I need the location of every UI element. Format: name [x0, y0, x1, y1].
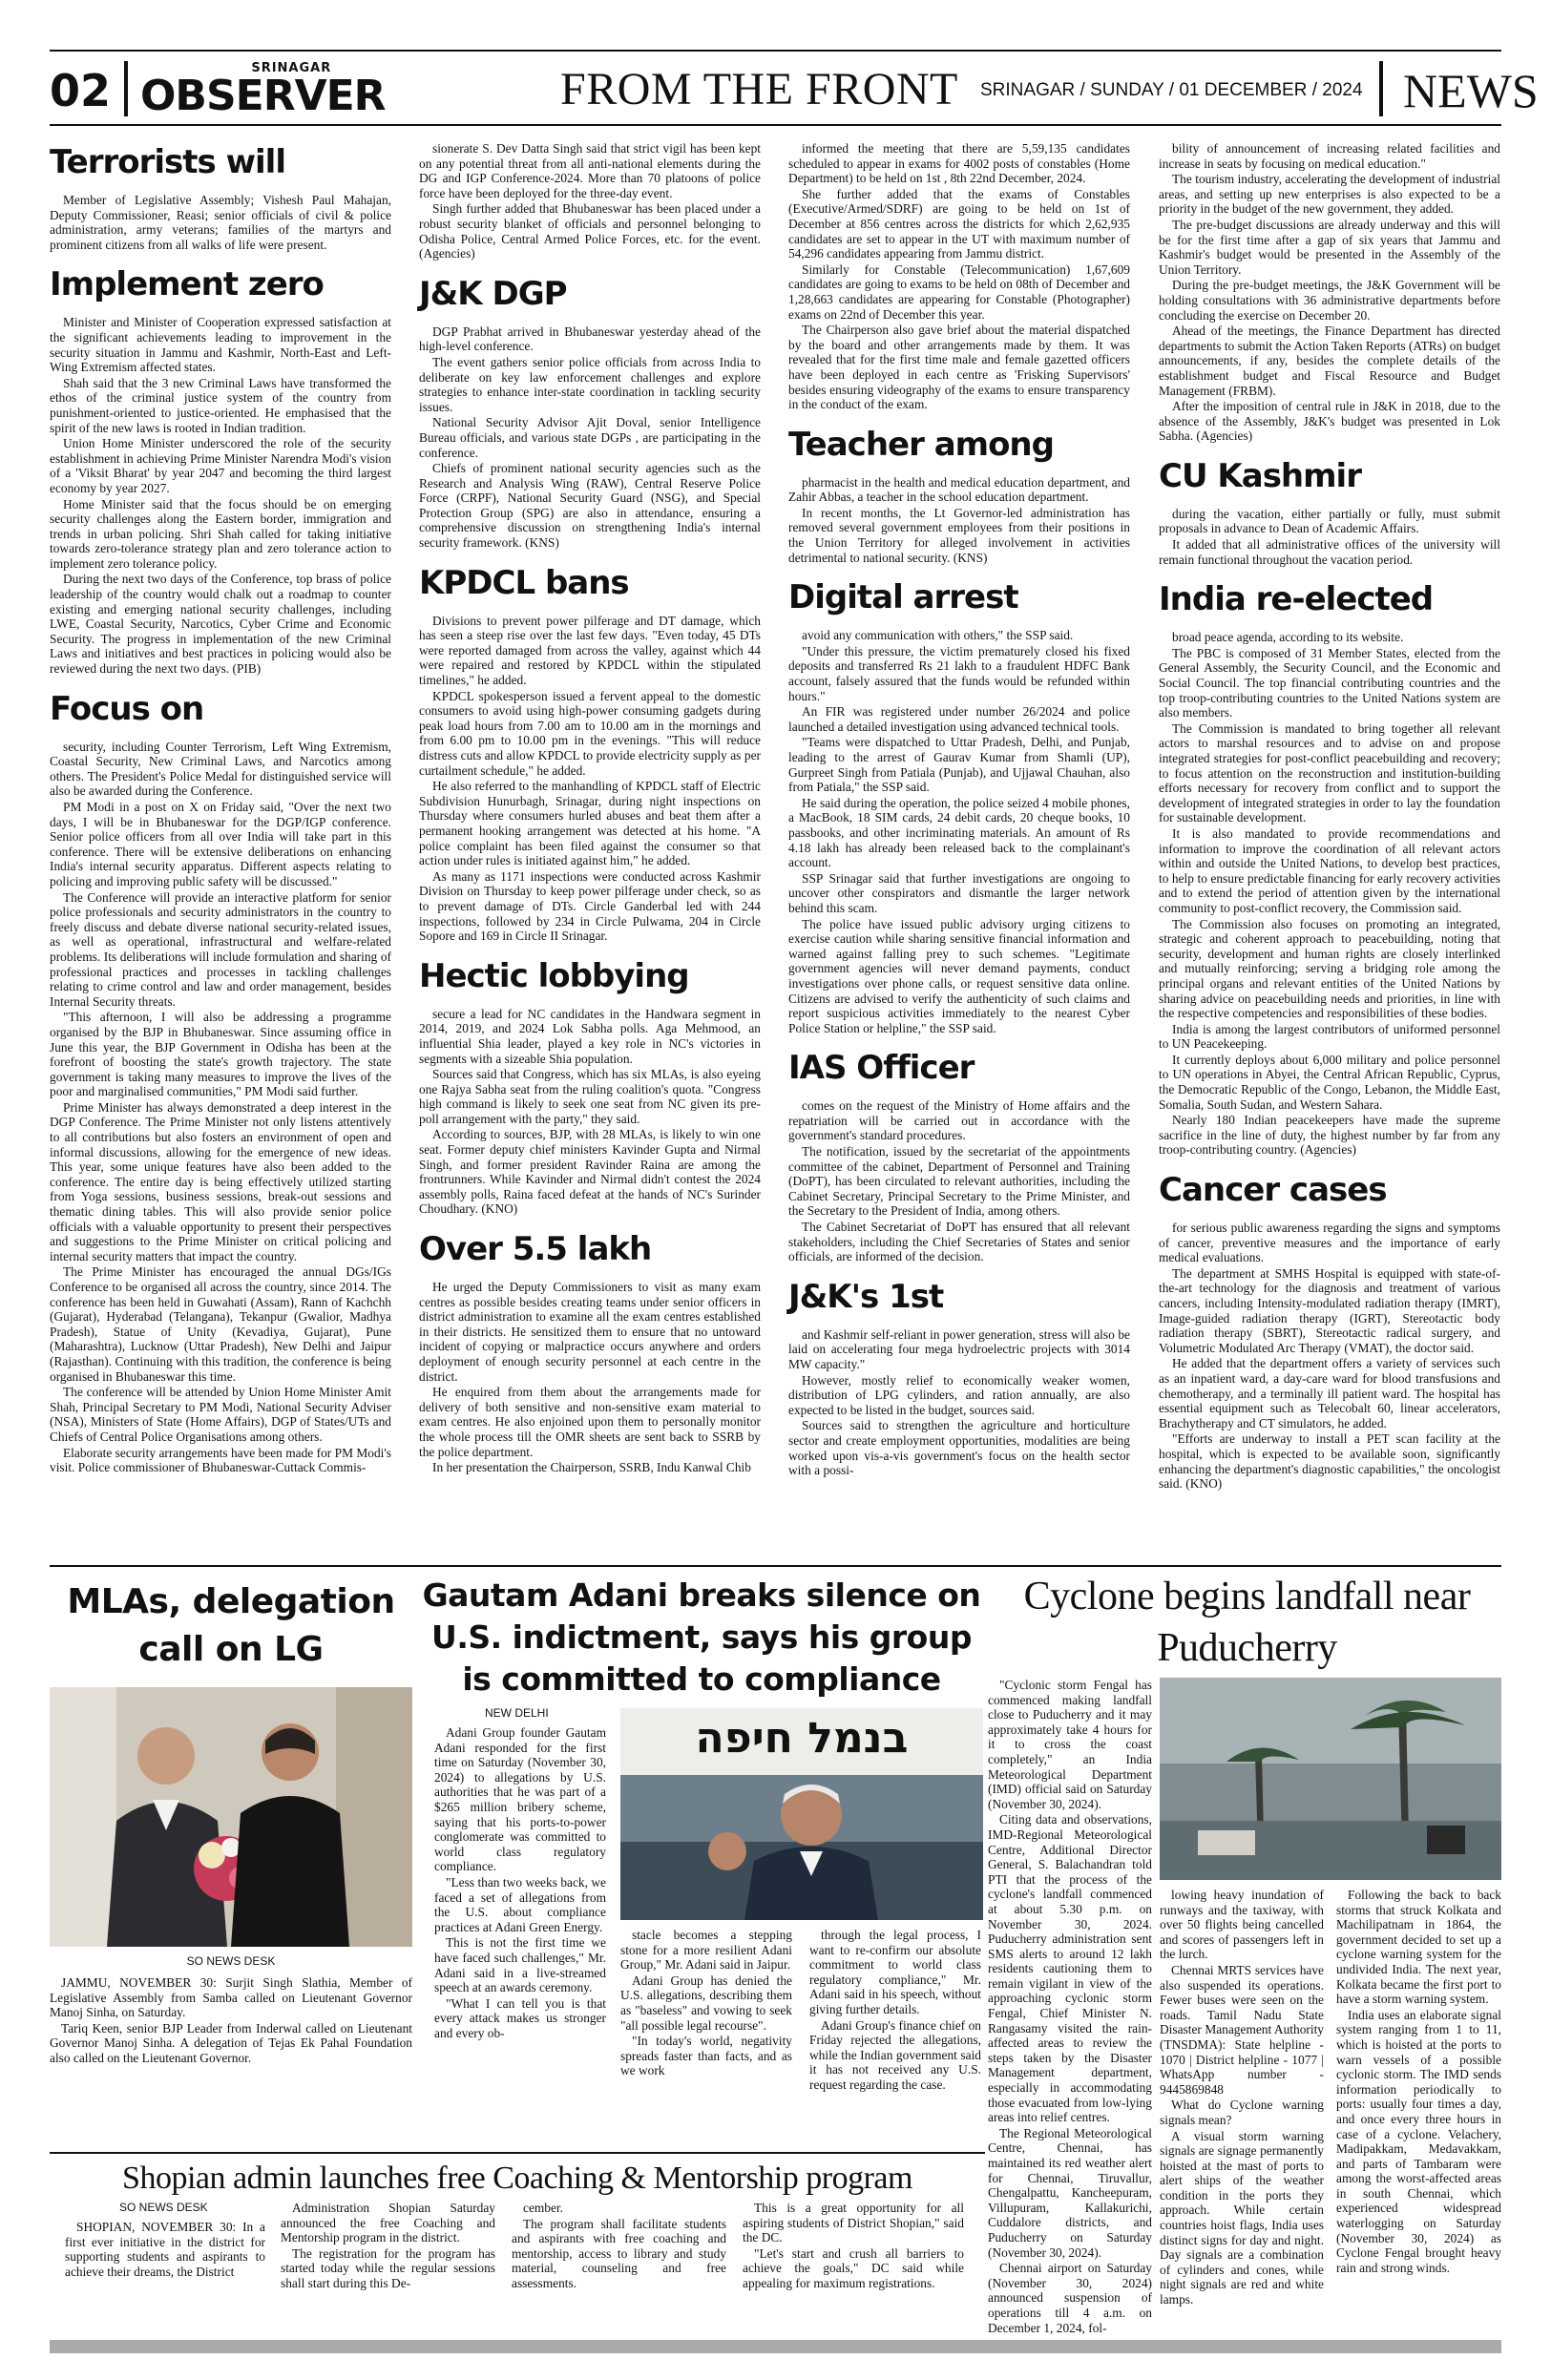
- article-paragraph: Chennai airport on Saturday (November 30, 2024) announced suspension of operations till 4 a.m. on December 1, 2024, fol-: [988, 2261, 1152, 2335]
- shopian-divider: [50, 2152, 985, 2154]
- article-paragraph: stacle becomes a stepping stone for a more resilient Adani Group," Mr. Adani said in Jaipur.: [620, 1928, 792, 1973]
- lg-body: [50, 1975, 412, 2138]
- article-paragraph: The conference will be attended by Union Home Minister Amit Shah, Principal Secretary to PM Modi, National Security Adviser (NSA), Ministers of State (Home Affairs), DGP of States/UTs and Chiefs of Central Police Organisations among others.: [50, 1385, 391, 1444]
- article-paragraph: The PBC is composed of 31 Member States, elected from the General Assembly, the Security Council, and the Economic and Social Council. The top financial contributing countries and the top troop-contributing countries to the United Nations system are also members.: [1159, 645, 1500, 720]
- article-paragraph: He also referred to the manhandling of KPDCL staff of Electric Subdivision Hunurbagh, Srinagar, during night inspections on Thursday where consumers hurled abuses and beat them after a permanent hooking arrangement was detected at his home. "A police complaint has been filed against the consumer so that action under rules is initiated against him," he added.: [419, 779, 761, 868]
- article-paragraph: Prime Minister has always demonstrated a deep interest in the DGP Conference. The Prime Minister not only listens attentively to all contributions but also fosters an environment of open and informal discussions, allowing for the emergence of new ideas. This year, some unique features have also been added to the conference. The entire day is being effectively utilized starting from Yoga sessions, business sessions, break-out sessions and thematic dining tables. This will also provide senior police officials with a valuable opportunity to present their perspectives and suggestions to the Prime Minister on critical policing and internal security matters that impact the country.: [50, 1099, 391, 1263]
- shopian-column-1: [65, 2220, 265, 2325]
- article-paragraph: Chiefs of prominent national security agencies such as the Research and Analysis Wing (RAW), Central Reserve Police Force (CRPF), National Security Guard (NSG), and Special Protection Group (SPG) are also in attendance, ensuring a comprehensive discussion on strengthening India's internal security framework. (KNS): [419, 461, 761, 551]
- article-paragraph: lowing heavy inundation of runways and the taxiway, with over 50 flights being cancelled and scores of passengers left in the lurch.: [1160, 1888, 1324, 1962]
- cyclone-column-2: [1160, 1888, 1324, 2327]
- article-paragraph: "Cyclonic storm Fengal has commenced making landfall close to Puducherry and it may approximately take 4 hours for it to cross the coast completely," an India Meteorological Department (IMD) official said on Saturday (November 30, 2024).: [988, 1678, 1152, 1811]
- article-paragraph: The Prime Minister has encouraged the annual DGs/IGs Conference to be organised all across the country, since 2014. The conference has been held in Guwahati (Assam), Rann of Kachchh (Gujarat), Hyderabad (Telangana), Tekanpur (Gwalior, Madhya Pradesh), Statue of Unity (Kevadiya, Gujarat), Pune (Maharashtra), Lucknow (Uttar Pradesh), New Delhi and Jaipur (Rajasthan). Continuing with this tradition, the conference is being organised in Bhubaneswar this time.: [50, 1264, 391, 1384]
- article-paragraph: Administration Shopian Saturday announced the free Coaching and Mentorship program in the district.: [281, 2201, 495, 2245]
- article-paragraph: A visual storm warning signals are signage permanently hoisted at the mast of ports to alert ships of the weather condition in the ports they approach. While certain countries hoist flags, India uses distinct signs for day and night. Day signals are a combination of cylinders and cones, while night signals are red and white lamps.: [1160, 2128, 1324, 2307]
- article-paragraph: comes on the request of the Ministry of Home affairs and the repatriation will be carried out in accordance with the government's standard procedures.: [788, 1098, 1130, 1143]
- article-paragraph: Citing data and observations, IMD-Regional Meteorological Centre, Additional Director General, S. Balachandran told PTI that the process of the cyclone's landfall commenced at about 5.30 p.m. on November 30, 2024. Puducherry administration sent SMS alerts to around 12 lakh residents cautioning them to remain vigilant in view of the approaching cyclonic storm Fengal, Chief Minister N. Rangasamy visited the rain-affected areas to review the steps taken by the Disaster Management department, especially in accommodating those evacuated from low-lying areas into relief centres.: [988, 1812, 1152, 2125]
- article-paragraph: secure a lead for NC candidates in the Handwara segment in 2014, 2019, and 2024 Lok Sabha polls. Aga Mehmood, an influential Shia leader, played a key role in NC's victories in segments with a sizeable Shia population.: [419, 1006, 761, 1066]
- article-paragraph: She further added that the exams of Constables (Executive/Armed/SDRF) are going to be held on 1st of December at 856 centres across the districts for which 2,62,935 candidates are set to appear in the UT with maximum number of 54,296 candidates appearing from Jammu district.: [788, 186, 1130, 261]
- article-headline: Digital arrest: [788, 578, 1018, 617]
- adani-photo-sign: בנמל חיפה: [695, 1714, 909, 1763]
- article-paragraph: The Commission also focuses on promoting an integrated, strategic and coherent approach to peacebuilding, noting that security, development and human rights are closely interlinked and mutually reinforcing; serving a bridging role among the principal organs and relevant entities of the United Nations by sharing advice on peacebuilding needs and priorities, in line with the respective competencies and responsibilities of these bodies.: [1159, 916, 1500, 1021]
- article-paragraph: Elaborate security arrangements have been made for PM Modi's visit. Police commissioner of Bhubaneswar-Cuttack Commis-: [50, 1445, 391, 1475]
- shopian-column-2: [281, 2201, 495, 2325]
- adani-column-3: [809, 1928, 981, 2138]
- article-paragraph: However, mostly relief to economically weaker women, distribution of LPG cylinders, and ration annually, are also expected to be listed in the budget, sources said.: [788, 1372, 1130, 1417]
- article-paragraph: SHOPIAN, NOVEMBER 30: In a first ever initiative in the district for supporting students and aspirants to achieve their dreams, the District: [65, 2220, 265, 2279]
- article-paragraph: After the imposition of central rule in J&K in 2018, due to the absence of the Assembly, J&K's budget was presented in Lok Sabha. (Agencies): [1159, 399, 1500, 444]
- article-paragraph: Minister and Minister of Cooperation expressed satisfaction at the significant achievements leading to improvement in the security situation in Jammu and Kashmir, North-East and Left-Wing Extremism affected states.: [50, 315, 391, 375]
- cyclone-photo: [1160, 1678, 1501, 1880]
- article-headline: J&K's 1st: [788, 1277, 944, 1316]
- article-paragraph: "Under this pressure, the victim prematurely closed his fixed deposits and transferred Rs 21 lakh to a fraudulent HDFC Bank account, falsely assured that the funds would be refunded within hours.": [788, 643, 1130, 703]
- article-paragraph: The Chairperson also gave brief about the material dispatched by the board and other arrangements made by them. It was revealed that for the first time male and female gazetted officers have been deployed in each centre as 'Frisking Supervisors' besides ensuring videography of the exams to ensure transparency in the conduct of the exam.: [788, 323, 1130, 412]
- footer-bar: [50, 2340, 1501, 2353]
- article-paragraph: According to sources, BJP, with 28 MLAs, is likely to win one seat. Former deputy chief ministers Kavinder Gupta and Nirmal Singh, and former president Ravinder Raina are among the frontrunners. While Kavinder and Nirmal didn't contest the 2024 assembly polls, Raina faced defeat at the hands of NC's Surinder Choudhary. (KNO): [419, 1127, 761, 1217]
- article-paragraph: In recent months, the Lt Governor-led administration has removed several government employees from their positions in the Union Territory for alleged involvement in activities detrimental to national security. (KNS): [788, 505, 1130, 565]
- article-paragraph: Sources said to strengthen the agriculture and horticulture sector and create employment opportunities, modalities are being worked upon vis-a-vis government's focus on the health sector with a possi-: [788, 1418, 1130, 1478]
- article-headline: IAS Officer: [788, 1049, 975, 1088]
- article-paragraph: broad peace agenda, according to its website.: [1172, 630, 1404, 645]
- article-paragraph: security, including Counter Terrorism, Left Wing Extremism, Coastal Security, New Criminal Laws, and Narcotics among others. The President's Police Medal for distinguished service will also be awarded during the Conference.: [50, 739, 391, 799]
- article-paragraph: Singh further added that Bhubaneswar has been placed under a robust security blanket of officials and personnel belonging to Odisha Police, Central Armed Police Forces, etc. for the event. (Agencies): [419, 201, 761, 261]
- adani-photo: [620, 1708, 983, 1920]
- article-paragraph: Similarly for Constable (Telecommunication) 1,67,609 candidates are going to exams to be held on 08th of December and 1,28,663 candidates are appearing for Constable (Photographer) exams on 22nd of December this year.: [788, 261, 1130, 322]
- adani-column-2: [620, 1928, 792, 2138]
- article-paragraph: SSP Srinagar said that further investigations are ongoing to uncover other conspirators and dismantle the larger network behind this scam.: [788, 870, 1130, 915]
- article-paragraph: He urged the Deputy Commissioners to visit as many exam centres as possible besides creating teams under senior officers in district administration to examine all the exam centres established in their districts. He sensitized them to ensure that no untoward incident of copying or malpractice occurs anywhere and orders deployment of enough security personnel at each centre in the district.: [419, 1280, 761, 1384]
- article-paragraph: sionerate S. Dev Datta Singh said that strict vigil has been kept on any potential threat from all anti-national elements during the DG and IGP Conference-2024. More than 70 platoons of police force have been deployed for the three-day event.: [419, 141, 761, 200]
- article-paragraph: Ahead of the meetings, the Finance Department has directed departments to submit the Action Taken Reports (ATRs) on budget announcements, if any, besides the complete details of the establishment budget and Fiscal Resource and Budget Management (FRBM).: [1159, 324, 1500, 398]
- article-paragraph: This is a great opportunity for all aspiring students of District Shopian," said the DC.: [743, 2201, 964, 2245]
- lg-photo: [50, 1687, 412, 1947]
- article-paragraph: KPDCL spokesperson issued a fervent appeal to the domestic consumers to avoid using high-power consuming gadgets during peak load hours from 7.00 am to 10.00 am in the mornings and from 6.00 pm to 10.00 pm in the evenings. "This will reduce distress cuts and allow KPDCL to provide electricity supply as per curtailment schedule," he added.: [419, 688, 761, 778]
- article-paragraph: India uses an elaborate signal system ranging from 1 to 11, which is hoisted at the ports to warn vessels of a possible cyclonic storm. The IMD sends information periodically to ports: usually four times a day, and once every three hours in case of a cyclone. Velachery, Madipakkam, Medavakkam, and parts of Tambaram were among the worst-affected areas in south Chennai, which experienced widespread waterlogging on Saturday (November 30, 2024) as Cyclone Fengal brought heavy rain and strong winds.: [1336, 2007, 1501, 2275]
- article-paragraph: cember.: [523, 2201, 564, 2215]
- article-paragraph: It added that all administrative offices of the university will remain functional throughout the vacation period.: [1159, 537, 1500, 567]
- article-paragraph: National Security Advisor Ajit Doval, senior Intelligence Bureau officials, and various state DGPs , are participating in the conference.: [419, 415, 761, 460]
- page-number: 02: [50, 65, 112, 116]
- cyclone-headline: Cyclone begins landfall near Puducherry: [1023, 1575, 1471, 1670]
- article-paragraph: "Teams were dispatched to Uttar Pradesh, Delhi, and Punjab, leading to the arrest of Gaurav Kumar from Shamli (UP), Gurpreet Singh from Patiala (Punjab), and Ujjawal Chauhan, also from Patiala," the SSP said.: [788, 735, 1130, 795]
- column-3: [788, 141, 1130, 1558]
- column-4: [1159, 141, 1500, 1558]
- article-paragraph: The Cabinet Secretariat of DoPT has ensured that all relevant stakeholders, including the Chief Secretaries of States and senior officials, are informed of the decision.: [788, 1220, 1130, 1264]
- article-headline: India re-elected: [1159, 580, 1434, 619]
- article-paragraph: The event gathers senior police officials from across India to deliberate on key law enforcement challenges and explore strategies to enhance inter-state coordination in tackling security issues.: [419, 354, 761, 414]
- article-paragraph: He added that the department offers a variety of services such as an inpatient ward, a day-care ward for blood transfusions and chemotherapy, and a terminally ill patient ward. The hospital has essential equipment such as Telecobalt 60, linear accelerators, Brachytherapy and CT simulators, he added.: [1159, 1356, 1500, 1430]
- article-headline: Cancer cases: [1159, 1171, 1387, 1210]
- article-paragraph: Following the back to back storms that struck Kolkata and Machilipatnam in 1864, the government decided to set up a cyclone warning system for the undivided India. The next year, Kolkata became the first port to have a storm warning system.: [1336, 1888, 1501, 2007]
- article-paragraph: During the pre-budget meetings, the J&K Government will be holding consultations with 36 administrative departments before concluding the exercise on December 20.: [1159, 278, 1500, 323]
- article-paragraph: The Regional Meteorological Centre, Chennai, has maintained its red weather alert for Chennai, Tiruvallur, Chengalpattu, Kancheepuram, Villupuram, Kallakurichi, Cuddalore districts, and Puducherry on Saturday (November 30, 2024).: [988, 2125, 1152, 2260]
- lg-caption: SO NEWS DESK: [186, 1954, 276, 1968]
- article-paragraph: The program shall facilitate students and aspirants with free coaching and mentorship, access to library and study material, counseling and free assessments.: [512, 2216, 726, 2290]
- lg-photo-illustration: [50, 1687, 412, 1947]
- article-paragraph: bility of announcement of increasing related facilities and increase in seats by focusing on medical education.": [1159, 141, 1500, 171]
- article-paragraph: Nearly 180 Indian peacekeepers have made the supreme sacrifice in the line of duty, the highest number by far from any troop-contributing country. (Agencies): [1159, 1113, 1500, 1158]
- brand-main: OBSERVER: [140, 72, 386, 120]
- article-paragraph: Member of Legislative Assembly; Vishesh Paul Mahajan, Deputy Commissioner, Reasi; senior officials of civil & police administration, army veterans; families of the martyrs and prominent citizens from all walks of life were present.: [50, 193, 391, 252]
- article-paragraph: The department at SMHS Hospital is equipped with state-of-the-art technology for the diagnosis and treatment of various cancers, including Intensity-modulated radiation therapy (IMRT), Image-guided radiation therapy (IGRT), Stereotactic body radiation therapy (SBRT), Stereotactic radical surgery, and Volumetric Modulated Arc Therapy (VMAT), the doctor said.: [1159, 1265, 1500, 1355]
- masthead-divider-right: [1379, 61, 1383, 116]
- article-paragraph: India is among the largest contributors of uniformed personnel to UN Peacekeeping.: [1159, 1021, 1500, 1052]
- section-right: NEWS: [1403, 64, 1539, 117]
- article-paragraph: during the vacation, either partially or fully, must submit proposals in advance to Dean of Academic Affairs.: [1159, 506, 1500, 536]
- article-paragraph: Sources said that Congress, which has six MLAs, is also eyeing one Rajya Sabha seat from the ruling coalition's quota. "Congress high command is likely to seek one seat from NC given its pre-poll arrangement with the party," they said.: [419, 1067, 761, 1126]
- article-paragraph: Home Minister said that the focus should be on emerging security challenges along the Eastern border, immigration and trends in urban policing. Shri Shah called for taking initiative towards zero-tolerance strategy plan and zero tolerance action to implement zero tolerance policy.: [50, 496, 391, 571]
- article-paragraph: "This afternoon, I will also be addressing a programme organised by the BJP in Bhubaneswar. Since assuming office in June this year, the BJP Government in Odisha has been at the forefront of boosting the state's growth trajectory. The state government is taking many measures to improve the lives of the poor and marginalised communities," PM Modi said further.: [50, 1010, 391, 1099]
- article-paragraph: "Less than two weeks back, we faced a set of allegations from the U.S. about compliance practices at Adani Green Energy.: [434, 1874, 606, 1934]
- article-paragraph: Adani Group has denied the U.S. allegations, describing them as "baseless" and vowing to seek "all possible legal recourse".: [620, 1973, 792, 2033]
- article-headline: Teacher among: [788, 425, 1054, 464]
- article-headline: CU Kashmir: [1159, 456, 1361, 495]
- article-paragraph: During the next two days of the Conference, top brass of police leadership of the country would chalk out a roadmap to counter existing and emerging national security challenges, including LWE, Coastal Security, Narcotics, Cyber Crime and Economic Security. The progress in implementation of the new Criminal Laws and initiatives and best practices in policing would also be reviewed during the next two days. (PIB): [50, 572, 391, 677]
- article-paragraph: "Efforts are underway to install a PET scan facility at the hospital, which is expected to be available soon, significantly enhancing the department's diagnostic capabilities," the oncologist said. (KNO): [1159, 1431, 1500, 1492]
- article-headline: J&K DGP: [419, 274, 567, 313]
- article-paragraph: pharmacist in the health and medical education department, and Zahir Abbas, a teacher in the school education department.: [788, 474, 1130, 505]
- article-paragraph: Divisions to prevent power pilferage and DT damage, which has seen a steep rise over the last few days. "Even today, 45 DTs were reported damaged from across the valley, against which 44 were repaired and restored by KPDCL within the stipulated timelines," he added.: [419, 613, 761, 688]
- article-headline: Over 5.5 lakh: [419, 1230, 652, 1269]
- shopian-desk: SO NEWS DESK: [119, 2201, 208, 2214]
- article-paragraph: Tariq Keen, senior BJP Leader from Inderwal called on Lieutenant Governor Manoj Sinha. A delegation of Tejas Ek Pahal Foundation also called on the Lieutenant Governor.: [50, 2020, 412, 2065]
- cyclone-photo-illustration: [1160, 1678, 1501, 1880]
- article-paragraph: This is not the first time we have faced such challenges," Mr. Adani said in a live-streamed speech at an awards ceremony.: [434, 1935, 606, 1995]
- article-headline: KPDCL bans: [419, 563, 629, 602]
- lg-headline: MLAs, delegation call on LG: [67, 1582, 395, 1669]
- article-paragraph: An FIR was registered under number 26/2024 and police launched a detailed investigation using advanced technical tools.: [788, 704, 1130, 734]
- article-headline: Focus on: [50, 689, 204, 728]
- brand-top: SRINAGAR: [251, 61, 332, 75]
- article-paragraph: Chennai MRTS services have also suspended its operations. Fewer buses were seen on the roads. Tamil Nadu State Disaster Management Authority (TNSDMA): State helpline - 1070 | District helpline - 1077 | WhatsApp number - 9445869848: [1160, 1962, 1324, 2097]
- article-paragraph: The police have issued public advisory urging citizens to exercise caution while sharing sensitive financial information and warned against falling prey to such schemes. "Legitimate government agencies will never demand payments, conduct investigations over phone calls, or request sensitive data online. Citizens are advised to verify the authenticity of such claims and report suspicious activities immediately to the nearest Cyber Police Station or helpline," the SSP said.: [788, 916, 1130, 1035]
- brand-logo: [140, 61, 386, 120]
- cyclone-column-3: [1336, 1888, 1501, 2327]
- article-paragraph: Adani Group founder Gautam Adani responded for the first time on Saturday (November 30, 2024) to allegations by U.S. authorities that he was part of a $265 million bribery scheme, saying that his ports-to-power conglomerate was committed to world class regulatory compliance.: [434, 1725, 606, 1874]
- article-paragraph: The notification, issued by the secretariat of the appointments committee of the cabinet, Department of Personnel and Training (DoPT), has been circulated to relevant authorities, including the Cabinet Secretary, Principal Secretary to the Prime Minister, and the Secretary to the President of India, among others.: [788, 1144, 1130, 1219]
- article-paragraph: DGP Prabhat arrived in Bhubaneswar yesterday ahead of the high-level conference.: [419, 324, 761, 354]
- article-paragraph: informed the meeting that there are 5,59,135 candidates scheduled to appear in exams for 4002 posts of constables (Home Department) to be held on 1st , 8th 22nd December, 2024.: [788, 141, 1130, 186]
- article-paragraph: The registration for the program has started today while the regular sessions shall start during this De-: [281, 2245, 495, 2290]
- cyclone-column-1: [988, 1678, 1152, 2335]
- article-paragraph: and Kashmir self-reliant in power generation, stress will also be laid on accelerating four mega hydroelectric projects with 3014 MW capacity.": [788, 1326, 1130, 1371]
- article-paragraph: Shah said that the 3 new Criminal Laws have transformed the ethos of the criminal justice system of the country from punishment-oriented to justice-oriented. He emphasised that the spirit of the new laws is rooted in Indian tradition.: [50, 375, 391, 435]
- article-paragraph: The Commission is mandated to bring together all relevant actors to marshal resources and to advise on and propose integrated strategies for post-conflict peacebuilding and recovery; to focus attention on the reconstruction and institution-building efforts necessary for recovery from conflict and to support the development of integrated strategies in order to lay the foundation for sustainable development.: [1159, 720, 1500, 825]
- masthead: [50, 50, 1539, 126]
- article-paragraph: As many as 1171 inspections were conducted across Kashmir Division on Thursday to keep power pilferage under check, so as to prevent damage of DTs. Circle Ganderbal led with 244 inspections, followed by 234 in Circle Pulwama, 204 in Circle Sopore and 169 in Circle II Srinagar.: [419, 868, 761, 944]
- article-paragraph: for serious public awareness regarding the signs and symptoms of cancer, preventive measures and the importance of early medical evaluations.: [1159, 1221, 1500, 1265]
- section-title: FROM THE FRONT: [560, 64, 958, 115]
- section-divider: [50, 1565, 1501, 1567]
- news-columns: [50, 141, 1501, 1558]
- article-paragraph: "What I can tell you is that every attack makes us stronger and every ob-: [434, 1995, 606, 2040]
- article-paragraph: The tourism industry, accelerating the development of industrial areas, and setting up new enterprises is also expected to be a priority in the budget of the new government, they added.: [1159, 172, 1500, 217]
- article-paragraph: He enquired from them about the arrangements made for delivery of both sensitive and non-sensitive exam material to exam centres. He also enjoined upon them to personally monitor the whole process till the OMR sheets are sent back to SSRB by the police department.: [419, 1385, 761, 1459]
- masthead-divider: [124, 61, 128, 116]
- article-paragraph: He said during the operation, the police seized 4 mobile phones, a MacBook, 18 SIM cards, 24 debit cards, 20 cheque books, 10 passbooks, and other incriminating materials. An amount of Rs 4.18 lakh has already been released back to the complainant's account.: [788, 795, 1130, 870]
- adani-dateline: NEW DELHI: [485, 1706, 549, 1720]
- shopian-column-3: [512, 2201, 726, 2325]
- column-1: [50, 141, 391, 1558]
- article-paragraph: What do Cyclone warning signals mean?: [1160, 2098, 1324, 2127]
- article-paragraph: through the legal process, I want to re-confirm our absolute commitment to world class regulatory compliance," Mr. Adani said in his speech, without giving further details.: [809, 1928, 981, 2016]
- article-paragraph: In her presentation the Chairperson, SSRB, Indu Kanwal Chib: [432, 1460, 751, 1475]
- dateline: SRINAGAR / SUNDAY / 01 DECEMBER / 2024: [980, 80, 1363, 100]
- shopian-column-4: [743, 2201, 964, 2325]
- article-paragraph: It currently deploys about 6,000 military and police personnel to UN operations in Abyei, the Central African Republic, Cyprus, the Democratic Republic of the Congo, Lebanon, the Middle East, Somalia, South Sudan, and Western Sahara.: [1159, 1052, 1500, 1112]
- adani-column-1: [434, 1725, 606, 2136]
- article-headline: Terrorists will: [50, 143, 285, 181]
- article-paragraph: Union Home Minister underscored the role of the security establishment in achieving Prime Minister Narendra Modi's vision of a 'Viksit Bharat' by year 2047 and becoming the third largest economy by year 2027.: [50, 436, 391, 495]
- article-paragraph: It is also mandated to provide recommendations and information to improve the coordination of all relevant actors within and outside the United Nations, to develop best practices, to help to ensure predictable financing for early recovery activities and to extend the period of attention given by the international community to post-conflict recovery, the Commission said.: [1159, 825, 1500, 915]
- column-2: [419, 141, 761, 1558]
- article-paragraph: avoid any communication with others," the SSP said.: [802, 628, 1074, 643]
- shopian-headline: Shopian admin launches free Coaching & Mentorship program: [122, 2161, 912, 2196]
- article-paragraph: JAMMU, NOVEMBER 30: Surjit Singh Slathia, Member of Legislative Assembly from Samba called on Lieutenant Governor Manoj Sinha, on Saturday.: [50, 1975, 412, 2020]
- article-paragraph: "In today's world, negativity spreads faster than facts, and as we work: [620, 2034, 792, 2078]
- article-paragraph: The Conference will provide an interactive platform for senior police professionals and security administrators in the country to freely discuss and debate diverse national security-related issues, as well as operational, infrastructural and welfare-related problems. Its deliberations will include formulation and sharing of professional practices and processes in tackling challenges relating to crime control and law and order management, besides Internal Security threats.: [50, 889, 391, 1009]
- adani-headline: Gautam Adani breaks silence on U.S. indictment, says his group is committed to compliance: [422, 1576, 981, 1698]
- article-paragraph: PM Modi in a post on X on Friday said, "Over the next two days, I will be in Bhubaneswar for the DGP/IGP conference. Senior police officers from all over India will take part in this conference. There will be extensive deliberations on enhancing India's internal security apparatus. Different aspects relating to policing and improving public safety will be discussed.": [50, 800, 391, 888]
- article-headline: Hectic lobbying: [419, 956, 689, 995]
- article-headline: Implement zero: [50, 265, 324, 304]
- article-paragraph: The pre-budget discussions are already underway and this will be for the first time after a gap of six years that Jammu and Kashmir's budget would be presented in the Assembly of the Union Territory.: [1159, 217, 1500, 277]
- article-paragraph: "Let's start and crush all barriers to achieve the goals," DC said while appealing for maximum registrations.: [743, 2245, 964, 2290]
- article-paragraph: Adani Group's finance chief on Friday rejected the allegations, while the Indian government said it has not received any U.S. request regarding the case.: [809, 2017, 981, 2092]
